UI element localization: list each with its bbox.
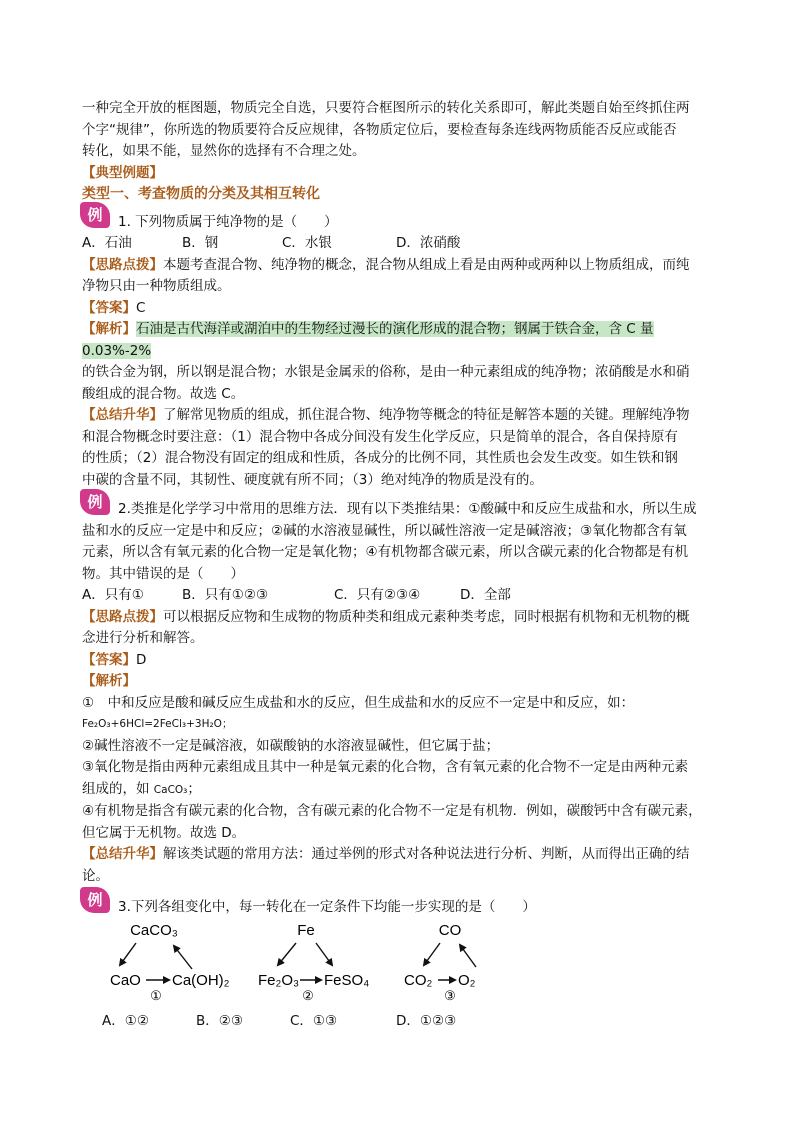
- hint-text: 净物只由一种物质组成。: [82, 278, 231, 294]
- option-c: C．水银: [282, 235, 332, 251]
- analysis-text-pre: 组成的，如: [82, 780, 154, 797]
- summary-paragraph: [82, 405, 716, 427]
- arrow: [460, 945, 476, 967]
- arrow: [278, 943, 296, 965]
- summary-text: 论。: [82, 867, 109, 884]
- summary-text: 解该类试题的常用方法：通过举例的形式对各种说法进行分析、判断，从而得出正确的结: [163, 846, 690, 862]
- answer-tag: 【答案】: [82, 651, 136, 668]
- analysis-paragraph: [82, 671, 716, 693]
- badge-label: 例: [87, 891, 103, 909]
- option-d: D．①②③: [396, 1012, 457, 1029]
- example-badge: [80, 887, 110, 913]
- analysis-tag: 【解析】: [82, 321, 136, 337]
- analysis-text: 但它属于无机物。故选 D。: [82, 824, 246, 841]
- formula: CaCO₃: [153, 783, 188, 796]
- equation: Fe₂O₃+6HCl=2FeCl₃+3H₂O；: [82, 718, 233, 730]
- diagram-3-left: CO₂: [404, 971, 433, 989]
- analysis-text: ④有机物是指含有碳元素的化合物，含有碳元素的化合物不一定是有机物．例如，碳酸钙中含有碳元素，: [82, 803, 702, 819]
- hint-paragraph: [82, 607, 716, 629]
- question-stem: 盐和水的反应一定是中和反应；②碱的水溶液显碱性，所以碱性溶液一定是碱溶液；③氧化物都含有氧: [82, 522, 687, 539]
- analysis-text: [82, 779, 716, 802]
- option-b: B．钢: [182, 235, 219, 251]
- badge-label: 例: [87, 205, 103, 224]
- question-stem: 3.下列各组变化中，每一转化在一定条件下均能一步实现的是（ ）: [118, 899, 536, 915]
- answer-value: D: [136, 651, 147, 668]
- diagram-2-left: Fe₂O₃: [258, 971, 300, 989]
- option-b: B．②③: [196, 1012, 243, 1029]
- diagram-2: [258, 922, 369, 1003]
- analysis-tag: 【解析】: [82, 673, 136, 689]
- diagram-1: [110, 922, 230, 1003]
- question-stem: 2.类推是化学学习中常用的思维方法．现有以下类推结果：①酸碱中和反应生成盐和水，所以生成: [118, 501, 697, 517]
- hint-text: 可以根据反应物和生成物的物质种类和组成元素种类考虑，同时根据有机物和无机物的概: [163, 608, 690, 625]
- analysis-text-post: ；: [187, 780, 201, 797]
- arrow: [120, 943, 136, 965]
- analysis-text: 的铁合金为钢，所以钢是混合物；水银是金属汞的俗称，是由一种元素组成的纯净物；浓硝酸是水和硝: [82, 364, 690, 380]
- analysis-text: ②碱性溶液不一定是碱溶液，如碳酸钠的水溶液显碱性，但它属于盐；: [82, 737, 500, 754]
- analysis-text: 酸组成的混合物。故选 C。: [82, 385, 245, 402]
- hint-tag: 【思路点拨】: [82, 256, 163, 273]
- example-badge: [80, 202, 110, 228]
- summary-paragraph: [82, 844, 716, 866]
- summary-text: 了解常见物质的组成，抓住混合物、纯净物等概念的特征是解答本题的关键。理解纯净物: [163, 407, 690, 423]
- diagram-3-number: ③: [444, 987, 456, 1003]
- analysis-paragraph: [82, 319, 716, 362]
- option-c: C．①③: [290, 1012, 338, 1029]
- answer-paragraph: [82, 650, 716, 672]
- answer-value: C: [136, 299, 146, 316]
- conversion-diagrams: [110, 919, 550, 1011]
- hint-text: 念进行分析和解答。: [82, 630, 204, 646]
- analysis-text: ③氧化物是指由两种元素组成且其中一种是氧元素的化合物，含有氧元素的化合物不一定是由两种元素: [82, 759, 689, 775]
- document-body: [82, 98, 716, 1032]
- question-3: [82, 891, 716, 1032]
- intro-line: 一种完全开放的框图题，物质完全自选，只要符合框图所示的转化关系即可，解此类题自始至终抓住两: [82, 100, 690, 116]
- option-c: C．只有②③④: [334, 587, 421, 603]
- diagram-3-top: CO: [438, 921, 462, 939]
- diagram-3-right: O₂: [458, 971, 476, 989]
- question-2: [82, 493, 716, 887]
- answer-tag: 【答案】: [82, 299, 136, 316]
- example-badge: [80, 489, 110, 515]
- options-row: [82, 233, 716, 255]
- summary-text: 和混合物概念时要注意：（1）混合物中各成分间没有发生化学反应，只是简单的混合，各自保持原有: [82, 428, 678, 445]
- hint-paragraph: [82, 255, 716, 277]
- options-row: [102, 1011, 716, 1033]
- question-stem: 1. 下列物质属于纯净物的是（ ）: [118, 213, 338, 230]
- diagram-1-top: CaCO₃: [130, 921, 178, 939]
- option-b: B．只有①②③: [182, 587, 269, 603]
- summary-tag: 【总结升华】: [82, 407, 163, 423]
- options-row: [82, 585, 716, 607]
- analysis-text: 石油是古代海洋或湖泊中的生物经过漫长的演化形成的混合物；钢属于铁合金，含 C 量 0.03%-2%: [82, 321, 654, 359]
- intro-line: 个字“规律”，你所选的物质要符合反应规律，各物质定位后，要检查每条连线两物质能否反应或能否: [82, 121, 677, 138]
- answer-paragraph: [82, 298, 716, 320]
- question-stem: 元素，所以含有氧元素的化合物一定是氧化物；④有机物都含碳元素，所以含碳元素的化合物都是有机: [82, 544, 689, 560]
- question-stem: 物。其中错误的是（ ）: [82, 565, 244, 582]
- diagram-2-right: FeSO₄: [324, 971, 370, 989]
- option-a: A．只有①: [82, 587, 144, 603]
- diagram-3: [404, 922, 476, 1003]
- option-a: A．石油: [82, 235, 132, 251]
- diagram-1-number: ①: [150, 987, 162, 1003]
- typical-examples-heading: 【典型例题】: [82, 164, 163, 181]
- diagram-1-left: CaO: [110, 971, 141, 989]
- analysis-text: ① 中和反应是酸和碱反应生成盐和水的反应，但生成盐和水的反应不一定是中和反应，如：: [82, 694, 635, 711]
- section-title: 类型一、考查物质的分类及其相互转化: [82, 186, 320, 202]
- arrow: [174, 946, 192, 969]
- hint-text: 本题考查混合物、纯净物的概念，混合物从组成上看是由两种或两种以上物质组成，而纯: [163, 256, 690, 273]
- badge-label: 例: [87, 493, 103, 511]
- question-1: [82, 205, 716, 492]
- diagram-2-top: Fe: [297, 921, 315, 939]
- intro-line: 转化，如果不能，显然你的选择有不合理之处。: [82, 143, 366, 159]
- arrow: [316, 943, 332, 965]
- diagram-2-number: ②: [302, 987, 314, 1003]
- summary-tag: 【总结升华】: [82, 846, 163, 862]
- diagram-1-right: Ca(OH)₂: [172, 971, 230, 989]
- option-d: D．浓硝酸: [396, 235, 461, 251]
- option-a: A．①②: [102, 1012, 149, 1029]
- arrow: [424, 943, 440, 965]
- option-d: D．全部: [460, 587, 511, 603]
- summary-text: 的性质；（2）混合物没有固定的组成和性质，各成分的比例不同，其性质也会发生改变。如生铁和钢: [82, 450, 678, 466]
- hint-tag: 【思路点拨】: [82, 608, 163, 625]
- summary-text: 中碳的含量不同，其韧性、硬度就有所不同；（3）绝对纯净的物质是没有的。: [82, 471, 543, 488]
